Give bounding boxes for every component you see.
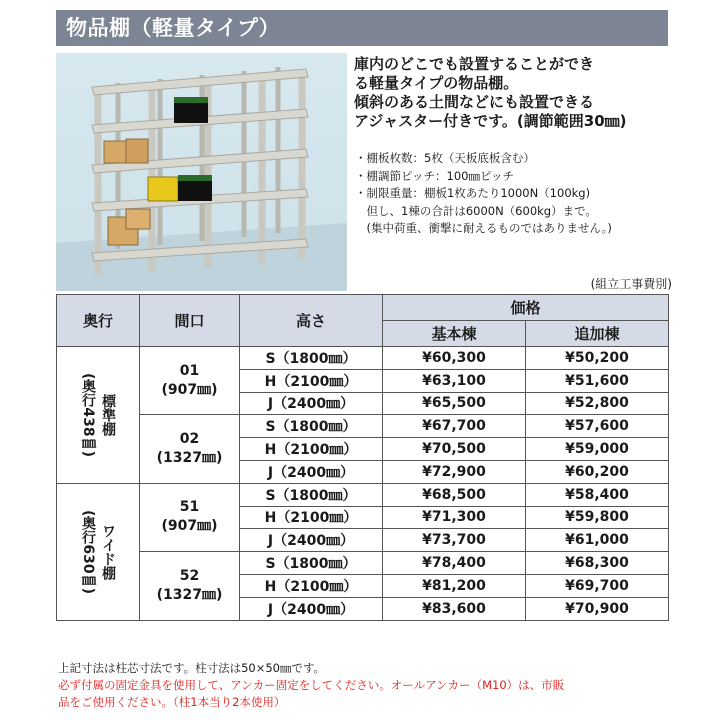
additional-price: ¥59,000 xyxy=(526,438,669,461)
additional-price: ¥52,800 xyxy=(526,392,669,415)
header-additional: 追加棟 xyxy=(526,321,669,347)
table-row xyxy=(57,483,669,506)
base-price: ¥60,300 xyxy=(383,347,526,370)
table-row xyxy=(57,347,669,370)
category-depth: (奥行438㎜) xyxy=(80,372,96,457)
width-cell xyxy=(140,347,240,415)
width-mm: (1327㎜) xyxy=(156,450,223,467)
category-name: ワイド棚 xyxy=(100,523,116,580)
section-title: 物品棚（軽量タイプ） xyxy=(56,10,668,46)
description-line: アジャスター付きです。(調節範囲30㎜) xyxy=(354,112,627,130)
base-price: ¥67,700 xyxy=(383,415,526,438)
base-price: ¥71,300 xyxy=(383,506,526,529)
height-cell: J（2400㎜） xyxy=(240,392,383,415)
spec-line: 但し、1棟の合計は6000N（600kg）まで。 xyxy=(355,203,597,218)
spec-list xyxy=(355,150,675,238)
base-price: ¥63,100 xyxy=(383,369,526,392)
description-line: 庫内のどこでも設置することができ xyxy=(354,55,595,73)
width-mm: (1327㎜) xyxy=(156,586,223,603)
additional-price: ¥68,300 xyxy=(526,552,669,575)
table-row xyxy=(57,415,669,438)
base-price: ¥72,900 xyxy=(383,460,526,483)
additional-price: ¥58,400 xyxy=(526,483,669,506)
category-name: 標準棚 xyxy=(100,393,116,436)
base-price: ¥81,200 xyxy=(383,574,526,597)
dimension-note: 上記寸法は柱芯寸法です。柱寸法は50×50㎜です。 xyxy=(58,661,326,675)
additional-price: ¥60,200 xyxy=(526,460,669,483)
width-cell xyxy=(140,552,240,620)
height-cell: J（2400㎜） xyxy=(240,597,383,620)
header-base: 基本棟 xyxy=(383,321,526,347)
height-cell: H（2100㎜） xyxy=(240,438,383,461)
height-cell: S（1800㎜） xyxy=(240,552,383,575)
height-cell: S（1800㎜） xyxy=(240,347,383,370)
additional-price: ¥61,000 xyxy=(526,529,669,552)
base-price: ¥68,500 xyxy=(383,483,526,506)
additional-price: ¥69,700 xyxy=(526,574,669,597)
base-price: ¥65,500 xyxy=(383,392,526,415)
description-line: る軽量タイプの物品棚。 xyxy=(354,74,519,92)
header-depth: 奥行 xyxy=(57,295,140,347)
height-cell: J（2400㎜） xyxy=(240,460,383,483)
width-code: 51 xyxy=(179,499,200,516)
height-cell: H（2100㎜） xyxy=(240,369,383,392)
base-price: ¥70,500 xyxy=(383,438,526,461)
width-mm: (907㎜) xyxy=(161,381,218,398)
spec-line: ・棚板枚数：5枚（天板底板含む） xyxy=(355,151,535,165)
height-cell: J（2400㎜） xyxy=(240,529,383,552)
height-cell: H（2100㎜） xyxy=(240,574,383,597)
header-price: 価格 xyxy=(383,295,669,321)
base-price: ¥83,600 xyxy=(383,597,526,620)
description-line: 傾斜のある土間などにも設置できる xyxy=(354,93,595,111)
width-code: 02 xyxy=(179,431,200,448)
additional-price: ¥57,600 xyxy=(526,415,669,438)
width-cell xyxy=(140,483,240,551)
spec-line: (集中荷重、衝撃に耐えるものではありません。) xyxy=(355,221,612,235)
width-code: 52 xyxy=(179,567,200,584)
additional-price: ¥70,900 xyxy=(526,597,669,620)
header-height: 高さ xyxy=(240,295,383,347)
price-table xyxy=(56,294,669,621)
additional-price: ¥51,600 xyxy=(526,369,669,392)
product-photo xyxy=(56,53,347,291)
description xyxy=(354,55,674,131)
category-cell xyxy=(57,347,140,484)
spec-line: ・棚調節ピッチ：100㎜ピッチ xyxy=(355,168,515,183)
base-price: ¥78,400 xyxy=(383,552,526,575)
assembly-note: (組立工事費別) xyxy=(590,277,672,291)
additional-price: ¥59,800 xyxy=(526,506,669,529)
header-width: 間口 xyxy=(140,295,240,347)
additional-price: ¥50,200 xyxy=(526,347,669,370)
width-code: 01 xyxy=(179,362,200,379)
base-price: ¥73,700 xyxy=(383,529,526,552)
category-depth: (奥行630㎜) xyxy=(80,509,96,594)
width-mm: (907㎜) xyxy=(161,518,218,535)
warning-note: 必ず付属の固定金具を使用して、アンカー固定をしてください。オールアンカー（M10）は、市販 xyxy=(58,678,565,692)
spec-line: ・制限重量：棚板1枚あたり1000N（100kg) xyxy=(355,186,591,200)
height-cell: S（1800㎜） xyxy=(240,483,383,506)
warning-note: 品をご使用ください。（柱1本当り2本使用） xyxy=(58,695,286,709)
table-row xyxy=(57,552,669,575)
height-cell: H（2100㎜） xyxy=(240,506,383,529)
height-cell: S（1800㎜） xyxy=(240,415,383,438)
width-cell xyxy=(140,415,240,483)
category-cell xyxy=(57,483,140,620)
footnotes xyxy=(58,660,678,711)
